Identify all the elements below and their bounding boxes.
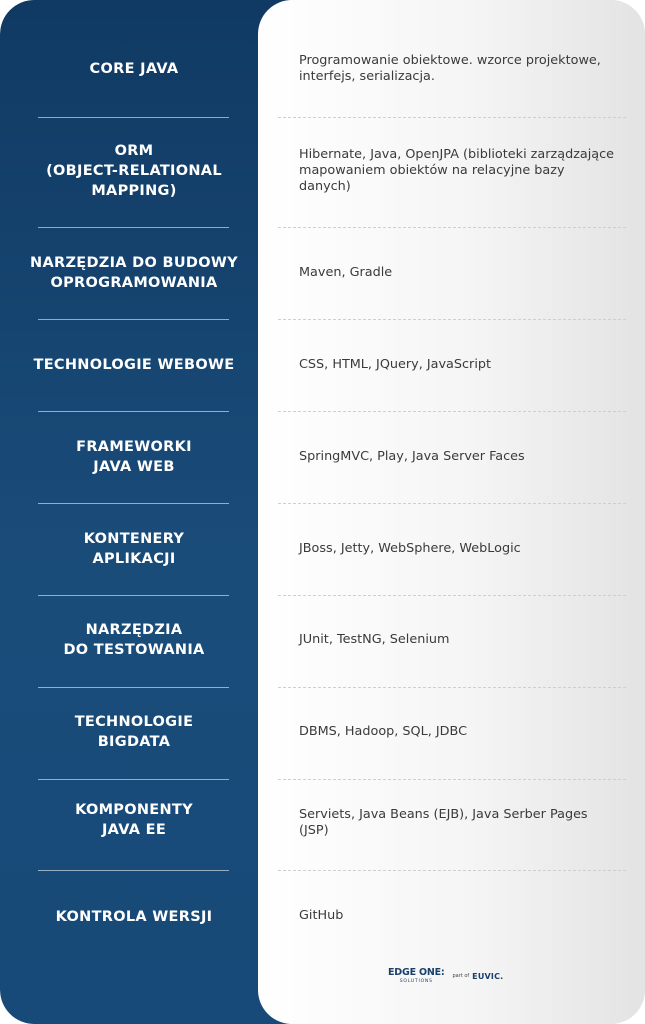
- edge-one-logo: [388, 968, 445, 984]
- category-label-java-ee: KOMPONENTY JAVA EE: [75, 802, 193, 838]
- technologies-core-java: Programowanie obiektowe. wzorce projektowe, interfejs, serializacja.: [299, 53, 601, 84]
- row-divider: [38, 117, 229, 118]
- technologies-java-ee: Serviets, Java Beans (EJB), Java Serber Pages (JSP): [299, 807, 588, 838]
- category-label-orm: ORM (OBJECT-RELATIONAL MAPPING): [46, 143, 222, 199]
- row-divider: [278, 595, 626, 596]
- part-of-text: part of: [452, 973, 470, 979]
- category-label-bigdata: TECHNOLOGIE BIGDATA: [74, 714, 194, 750]
- row-divider: [38, 411, 229, 412]
- row-divider: [38, 595, 229, 596]
- technologies-java-web-frameworks: SpringMVC, Play, Java Server Faces: [299, 449, 525, 464]
- category-label-build-tools: NARZĘDZIA DO BUDOWY OPROGRAMOWANIA: [30, 255, 238, 291]
- category-label-core-java: CORE JAVA: [89, 61, 179, 77]
- logo-subtitle: SOLUTIONS: [399, 978, 433, 984]
- category-label-testing-tools: NARZĘDZIA DO TESTOWANIA: [63, 622, 205, 658]
- technologies-version-control: GitHub: [299, 908, 344, 923]
- row-divider: [278, 503, 626, 504]
- technologies-app-containers: JBoss, Jetty, WebSphere, WebLogic: [299, 541, 521, 556]
- row-divider: [278, 319, 626, 320]
- row-divider: [38, 870, 229, 871]
- technologies-web: CSS, HTML, JQuery, JavaScript: [299, 357, 492, 372]
- row-divider: [38, 319, 229, 320]
- company-logo: [388, 966, 503, 986]
- category-label-version-control: KONTROLA WERSJI: [55, 909, 213, 925]
- category-label-java-web-frameworks: FRAMEWORKI JAVA WEB: [76, 439, 192, 475]
- row-divider: [278, 117, 626, 118]
- row-divider: [38, 503, 229, 504]
- technologies-build-tools: Maven, Gradle: [299, 265, 393, 280]
- technologies-bigdata: DBMS, Hadoop, SQL, JDBC: [299, 724, 468, 739]
- row-divider: [38, 779, 229, 780]
- logo-name: EDGE ONE:: [388, 967, 445, 978]
- row-divider: [278, 779, 626, 780]
- row-divider: [278, 870, 626, 871]
- row-divider: [38, 687, 229, 688]
- row-divider: [38, 227, 229, 228]
- group-logo: EUVIC.: [472, 971, 504, 981]
- row-divider: [278, 687, 626, 688]
- row-divider: [278, 411, 626, 412]
- row-divider: [278, 227, 626, 228]
- technologies-orm: Hibernate, Java, OpenJPA (biblioteki zarządzające mapowaniem obiektów na relacyjne bazy danych): [299, 147, 615, 194]
- category-label-web-technologies: TECHNOLOGIE WEBOWE: [33, 357, 235, 373]
- category-label-app-containers: KONTENERY APLIKACJI: [83, 531, 185, 567]
- technologies-testing-tools: JUnit, TestNG, Selenium: [299, 632, 450, 647]
